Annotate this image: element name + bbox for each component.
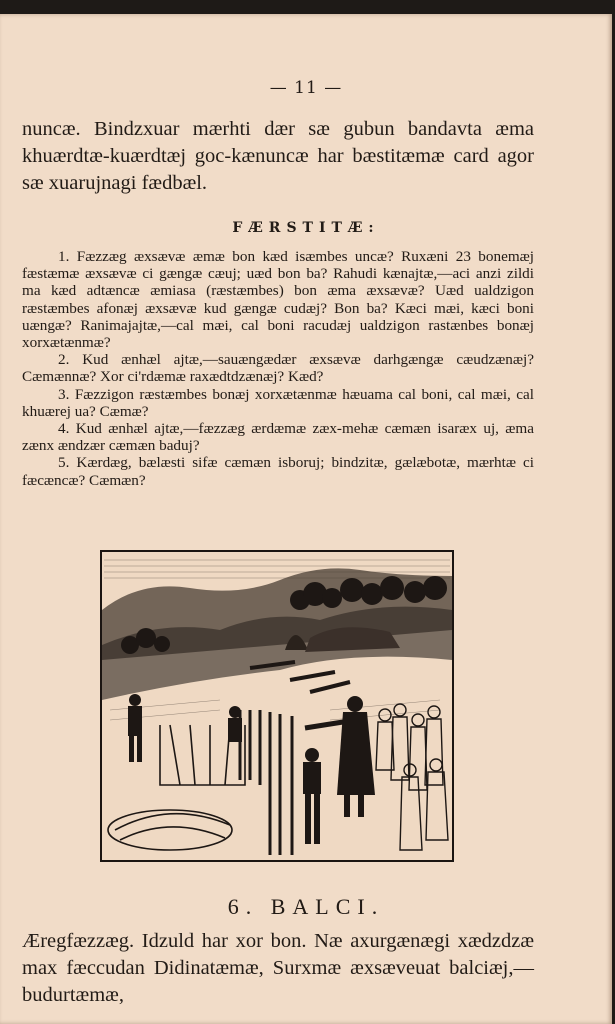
chapter-paragraph: Æregfæzzæg. Idzuld har xor bon. Næ axurgænægi xædzdzæ max fæccudan Didinatæmæ, Surxmæ æxsæveuat balciæj,— budurtæmæ,: [22, 930, 534, 1006]
exercise-item: 4. Kud ænhæl ajtæ,—fæzzæg ærdæmæ zæx-mehæ cæmæn isaræx uj, æma zænx ændzær cæmæn baduj?: [22, 420, 534, 455]
exercise-item: 5. Kærdæg, bælæsti sifæ cæmæn isboruj; bindzitæ, gælæbotæ, mærhtæ ci fæcæncæ? Cæmæn?: [22, 454, 534, 489]
chapter-title: 6. BALCI.: [227, 894, 385, 919]
lead-paragraph: nuncæ. Bindzxuar mærhti dær sæ gubun bandavta æma khuærdtæ-kuærdtæj goc-kænuncæ har bæstitæmæ card agor sæ xuarujnagi fædbæl.: [22, 118, 534, 194]
book-page: [0, 14, 612, 1024]
exercise-list: [22, 248, 534, 489]
exercise-item: 1. Fæzzæg æxsævæ æmæ bon kæd isæmbes uncæ? Ruxæni 23 bonemæj fæstæmæ æxsævæ ci gængæ cæuj; uæd bon ba? Rahudi kænajtæ,—aci anzi zildi ma kæd adtæncæ æmiasa (ræstæmbes) bon æma æxsævæ? Uæd ualdzigon ræstæmbes afonæj æxsævæ kud gængæ cudæj? Bon ba? Kæci mæi, kæci boni uængæ? Ranimajajtæ,—cal mæi, cal boni racudæj ualdzigon rastænbes bonæj xorxætænmæ?: [22, 248, 534, 352]
page-number: — 11 —: [269, 78, 343, 98]
engraving-illustration: [100, 550, 454, 862]
section-title: FÆRSTITÆ:: [232, 220, 380, 236]
exercise-item: 2. Kud ænhæl ajtæ,—sauængædær æxsævæ darhgængæ cæudzænæj? Cæmænnæ? Xor ci'rdæmæ raxædtdzænæj? Kæd?: [22, 351, 534, 386]
exercise-item: 3. Fæzzigon ræstæmbes bonæj xorxætænmæ hæuama cal boni, cal mæi, cal khuærej ua? Cæmæ?: [22, 385, 534, 420]
